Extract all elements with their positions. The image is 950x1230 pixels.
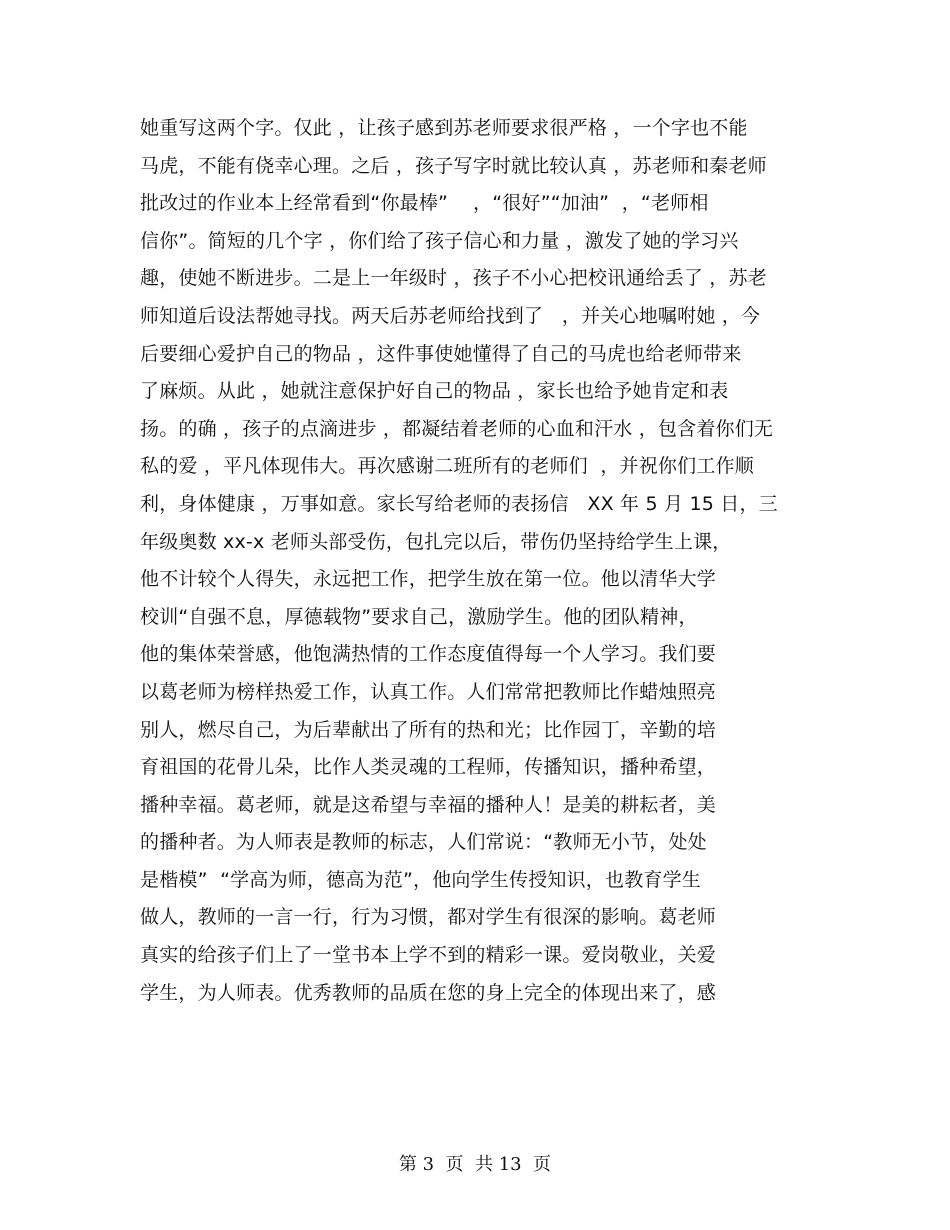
text-line: 私的爱 ，平凡体现伟大。再次感谢二班所有的老师们 ，并祝你们工作顺 <box>140 455 754 478</box>
text-line: 别人，燃尽自己，为后辈献出了所有的热和光；比作园丁，辛勤的培 <box>140 718 717 741</box>
text-line: 育祖国的花骨儿朵，比作人类灵魂的工程师，传播知识，播种希望， <box>140 756 717 779</box>
text-line: 他的集体荣誉感，他饱满热情的工作态度值得每一个人学习。我们要 <box>140 643 717 666</box>
text-line: 马虎，不能有侥幸心理。之后 ，孩子写字时就比较认真 ，苏老师和秦老师 <box>140 154 767 177</box>
text-line: 她重写这两个字。仅此 ，让孩子感到苏老师要求很严格 ，一个字也不能 <box>140 117 748 139</box>
text-line: 后要细心爱护自己的物品 ，这件事使她懂得了自己的马虎也给老师带来 <box>140 342 742 365</box>
text-line: 是楷模” “学高为师，德高为范”，他向学生传授知识，也教育学生 <box>140 868 702 891</box>
page-number-footer: 第 3 页 共 13 页 <box>398 1154 552 1175</box>
text-line: 信你”。简短的几个字 ，你们给了孩子信心和力量 ，激发了她的学习兴 <box>140 229 739 252</box>
text-line: 真实的给孩子们上了一堂书本上学不到的精彩一课。爱岗敬业，关爱 <box>140 944 717 967</box>
text-line: 的播种者。为人师表是教师的标志，人们常说：“教师无小节，处处 <box>140 831 707 854</box>
text-line: 校训“自强不息，厚德载物”要求自己，激励学生。他的团队精神， <box>140 605 698 628</box>
text-line: 利，身体健康 ，万事如意。家长写给老师的表扬信 XX 年 5 月 15 日，三 <box>140 492 778 515</box>
text-line: 做人，教师的一言一行，行为习惯，都对学生有很深的影响。葛老师 <box>140 906 717 929</box>
text-line: 他不计较个人得失，永远把工作，把学生放在第一位。他以清华大学 <box>140 568 717 591</box>
text-line: 以葛老师为榜样热爱工作，认真工作。人们常常把教师比作蜡烛照亮 <box>140 680 717 703</box>
text-line: 播种幸福。葛老师，就是这希望与幸福的播种人！是美的耕耘者，美 <box>140 793 717 816</box>
text-line: 年级奥数 xx-x 老师头部受伤，包扎完以后，带伤仍坚持给学生上课， <box>140 530 732 553</box>
text-line: 趣，使她不断进步。二是上一年级时 ，孩子不小心把校讯通给丢了 ，苏老 <box>140 267 767 290</box>
body-text <box>140 110 820 1012</box>
text-line: 扬。的确 ，孩子的点滴进步 ，都凝结着老师的心血和汗水 ，包含着你们无 <box>140 417 774 440</box>
text-line: 师知道后设法帮她寻找。两天后苏老师给找到了 ，并关心地嘱咐她 ，今 <box>140 304 761 327</box>
text-line: 了麻烦。从此 ，她就注意保护好自己的物品 ，家长也给予她肯定和表 <box>140 380 729 403</box>
text-line: 学生，为人师表。优秀教师的品质在您的身上完全的体现出来了，感 <box>140 981 717 1004</box>
text-line: 批改过的作业本上经常看到“你最棒” ，“很好”“加油” ，“老师相 <box>140 192 709 215</box>
